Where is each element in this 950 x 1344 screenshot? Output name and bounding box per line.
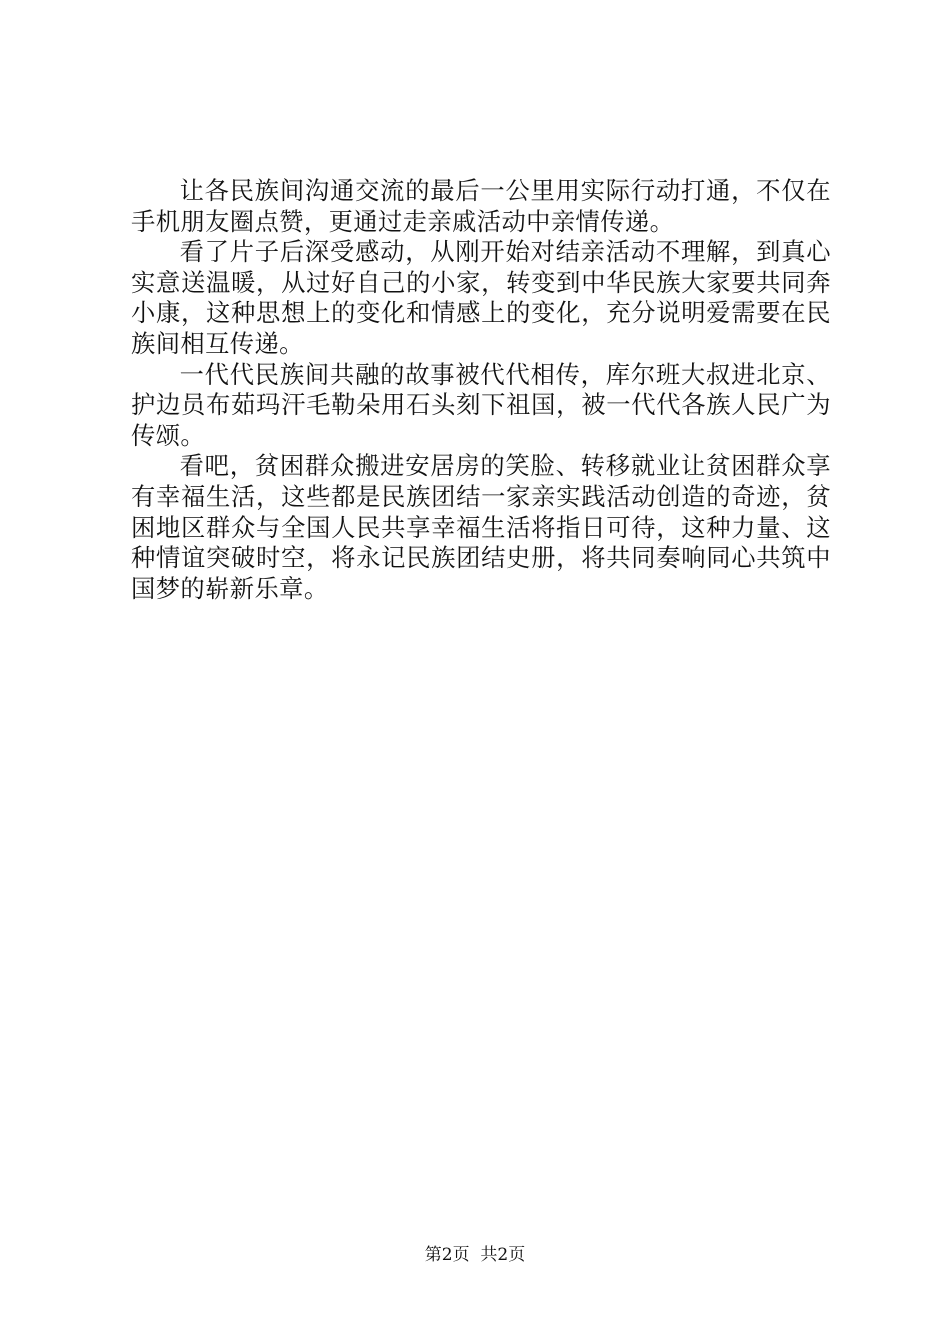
page-number-label: 第2页 共2页 <box>424 1245 526 1265</box>
paragraph-4: 看吧，贫困群众搬进安居房的笑脸、转移就业让贫困群众享有幸福生活，这些都是民族团结一家亲实践活动创造的奇迹，贫困地区群众与全国人民共享幸福生活将指日可待，这种力量、这种情谊突破时空，将永记民族团结史册，将共同奏响同心共筑中国梦的崭新乐章。 <box>131 451 831 603</box>
paragraph-1: 让各民族间沟通交流的最后一公里用实际行动打通，不仅在手机朋友圈点赞，更通过走亲戚活动中亲情传递。 <box>131 176 831 236</box>
paragraph-2: 看了片子后深受感动，从刚开始对结亲活动不理解，到真心实意送温暖，从过好自己的小家，转变到中华民族大家要共同奔小康，这种思想上的变化和情感上的变化，充分说明爱需要在民族间相互传递。 <box>131 237 831 358</box>
paragraph-3: 一代代民族间共融的故事被代代相传，库尔班大叔进北京、护边员布茹玛汗毛勒朵用石头刻下祖国，被一代代各族人民广为传颂。 <box>131 359 831 450</box>
body-text <box>131 176 831 604</box>
page-footer <box>0 1244 950 1266</box>
